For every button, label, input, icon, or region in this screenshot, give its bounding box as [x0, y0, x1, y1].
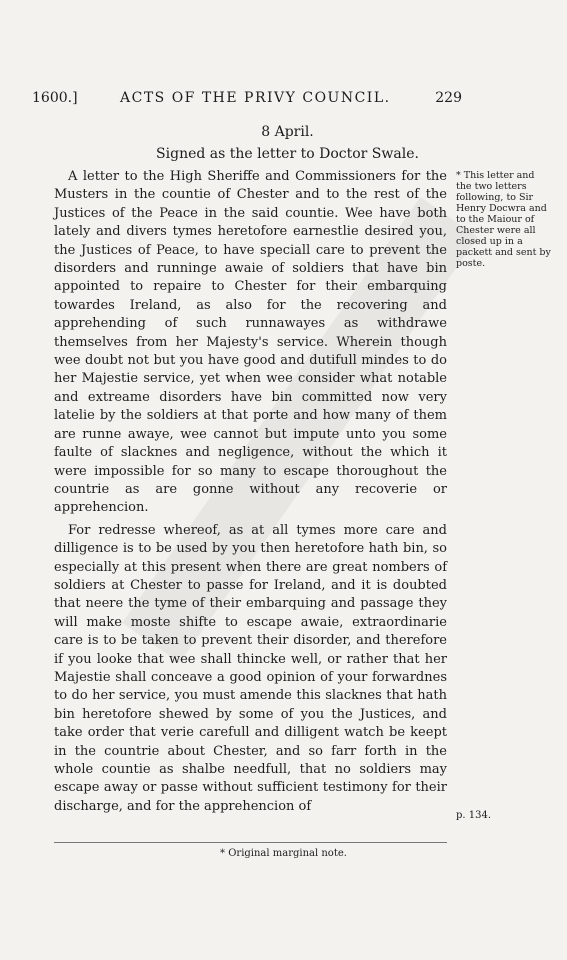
running-header	[32, 90, 462, 112]
signed-note: Signed as the letter to Doctor Swale.	[156, 146, 419, 162]
header-year: 1600.]	[32, 90, 78, 106]
marginal-note: * This letter and the two letters following, to Sir Henry Docwra and to the Maiour of Chester were all closed up in a packett and sent by poste.	[456, 170, 551, 269]
header-title: ACTS OF THE PRIVY COUNCIL.	[120, 90, 391, 106]
paragraph-1: A letter to the High Sheriffe and Commissioners for the Musters in the countie of Chester and to the rest of the Justices of the Peace in the said countie. Wee have both lately and divers tymes heretofore earnestlie desired you, the Justices of Peace, to have speciall care to prevent the disorders and runninge awaie of soldiers that have bin appointed to repaire to Chester for their embarquing towardes Ireland, as also for the recovering and apprehending of such runnawayes as withdrawe themselves from her Majesty's service. Wherein though wee doubt not but you have good and dutifull mindes to do her Majestie service, yet when wee consider what notable and extreame disorders have bin committed now very latelie by the soldiers at that porte and how many of them are runne awaye, wee cannot but impute unto you some faulte of slacknes and negligence, without the which it were impossible for so many to escape thoroughout the countrie as are gonne without any recoverie or apprehencion.	[54, 169, 447, 516]
page-number: 229	[435, 90, 462, 106]
marginal-page-reference: p. 134.	[456, 810, 492, 821]
entry-date: 8 April.	[261, 124, 314, 140]
footnote: * Original marginal note.	[220, 848, 347, 859]
paragraph-2: For redresse whereof, as at all tymes more care and dilligence is to be used by you then heretofore hath bin, so especially at this present when there are great nombers of soldiers at Chester to passe for Ireland, and it is doubted that neere the tyme of their embarquing and passage they will make moste shifte to escape awaie, extraordinarie care is to be taken to prevent their disorder, and therefore if you looke that wee shall thincke well, or rather that her Majestie shall conceave a good opinion of your forwardnes to do her service, you must amende this slacknes that hath bin heretofore shewed by some of you the Justices, and take order that verie carefull and dilligent watch be keept in the countrie about Chester, and so farr forth in the whole countie as shalbe needfull, that no soldiers may escape away or passe without sufficient testimony for their discharge, and for the apprehencion of	[54, 522, 447, 814]
footnote-divider	[54, 842, 447, 843]
main-text	[54, 168, 447, 816]
